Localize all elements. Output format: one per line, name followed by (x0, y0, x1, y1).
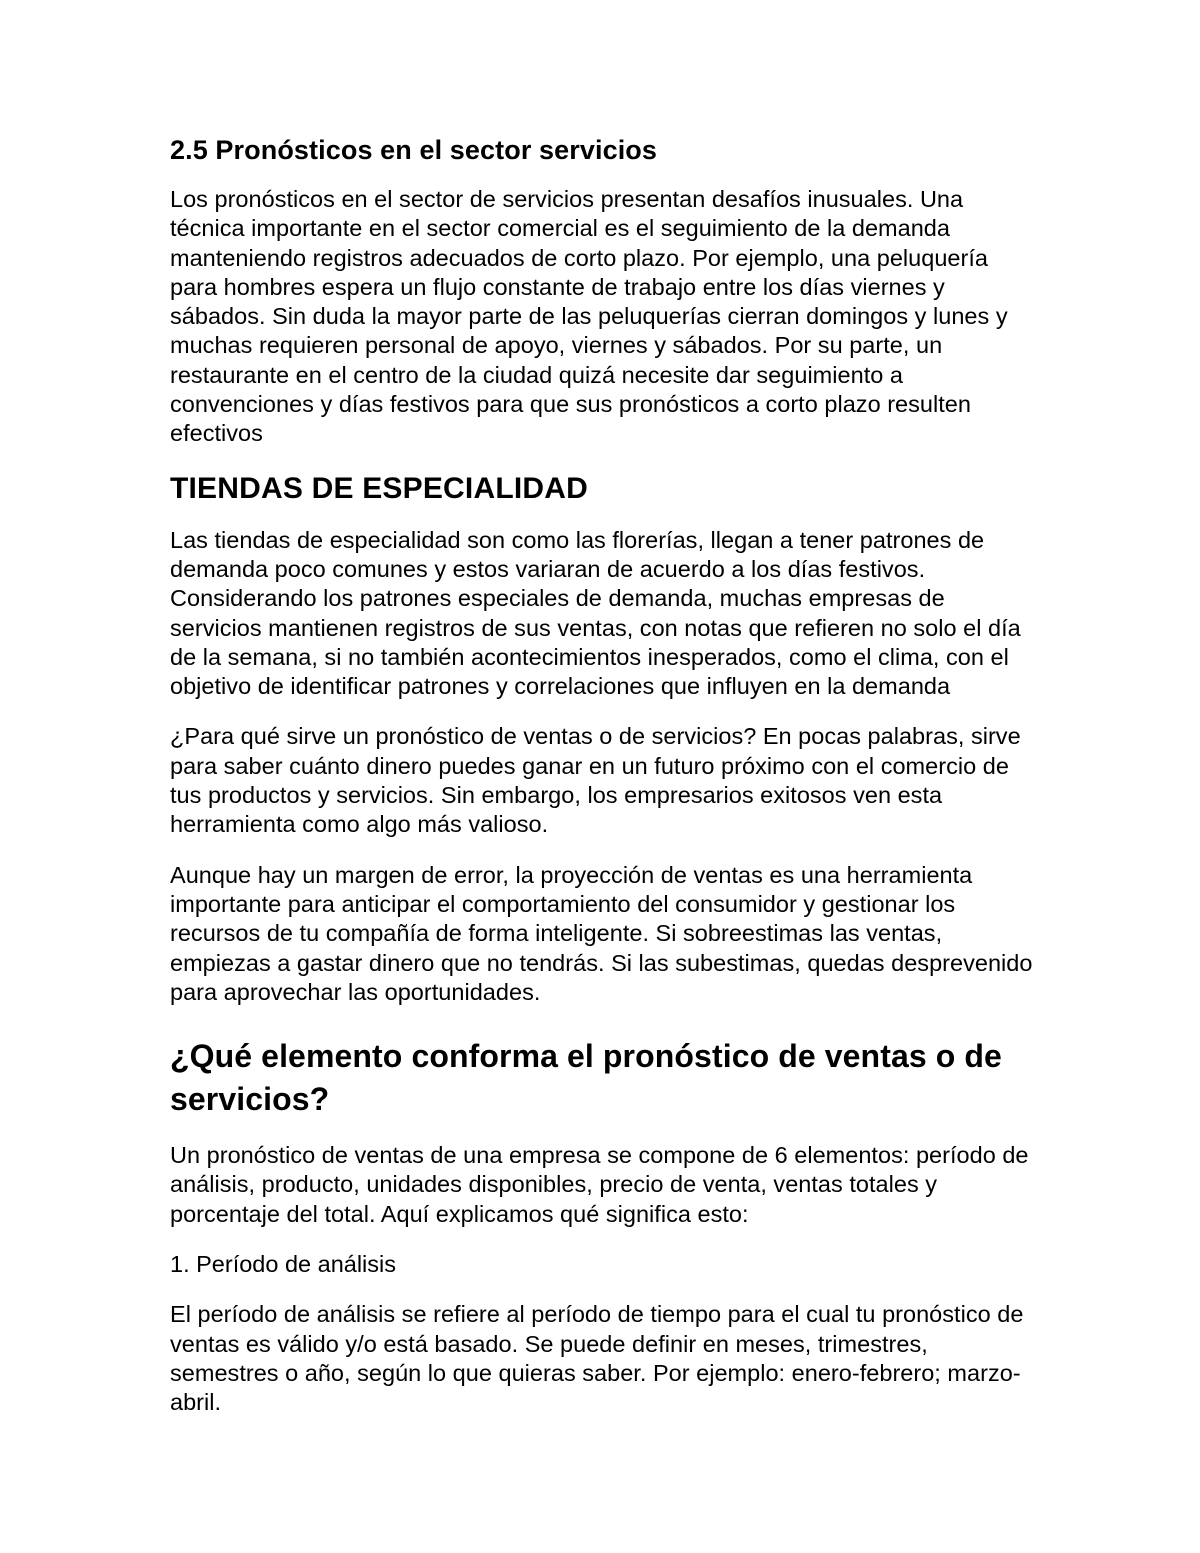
paragraph-tiendas-especialidad: Las tiendas de especialidad son como las florerías, llegan a tener patrones de demanda poco comunes y estos variaran de acuerdo a los días festivos. Considerando los patrones especiales de demanda, muchas empresas de servicios mantienen registros de sus ventas, con notas que refieren no solo el día de la semana, si no también acontecimientos inesperados, como el clima, con el objetivo de identificar patrones y correlaciones que influyen en la demanda (170, 526, 1021, 700)
heading-tiendas-de-especialidad: TIENDAS DE ESPECIALIDAD (170, 471, 588, 505)
paragraph-intro-pronosticos: Los pronósticos en el sector de servicios presentan desafíos inusuales. Una técnica importante en el sector comercial es el seguimiento de la demanda manteniendo registros adecuados de corto plazo. Por ejemplo, una peluquería para hombres espera un flujo constante de trabajo entre los días viernes y sábados. Sin duda la mayor parte de las peluquerías cierran domingos y lunes y muchas requieren personal de apoyo, viernes y sábados. Por su parte, un restaurante en el centro de la ciudad quizá necesite dar seguimiento a convenciones y días festivos para que sus pronósticos a corto plazo resulten efectivos (170, 186, 1008, 447)
paragraph-margen-de-error: Aunque hay un margen de error, la proyección de ventas es una herramienta importante para anticipar el comportamiento del consumidor y gestionar los recursos de tu compañía de forma inteligente. Si sobreestimas las ventas, empiezas a gastar dinero que no tendrás. Si las subestimas, quedas desprevenido para aprovechar las oportunidades. (170, 861, 1033, 1005)
paragraph-periodo-de-analisis-detalle: El período de análisis se refiere al período de tiempo para el cual tu pronóstico de ventas es válido y/o está basado. Se puede definir en meses, trimestres, semestres o año, según lo que quieras saber. Por ejemplo: enero-febrero; marzo-abril. (170, 1301, 1024, 1416)
list-item-periodo-de-analisis: 1. Período de análisis (170, 1251, 397, 1278)
paragraph-para-que-sirve: ¿Para qué sirve un pronóstico de ventas o de servicios? En pocas palabras, sirve para saber cuánto dinero puedes ganar en un futuro próximo con el comercio de tus productos y servicios. Sin embargo, los empresarios exitosos ven esta herramienta como algo más valioso. (170, 723, 1021, 838)
document-body (170, 133, 1034, 1418)
heading-que-elemento-conforma: ¿Qué elemento conforma el pronóstico de ventas o de servicios? (170, 1038, 1002, 1118)
paragraph-seis-elementos: Un pronóstico de ventas de una empresa se compone de 6 elementos: período de análisis, producto, unidades disponibles, precio de venta, ventas totales y porcentaje del total. Aquí explicamos qué significa esto: (170, 1142, 1029, 1227)
heading-pronosticos-sector-servicios: 2.5 Pronósticos en el sector servicios (170, 135, 658, 165)
